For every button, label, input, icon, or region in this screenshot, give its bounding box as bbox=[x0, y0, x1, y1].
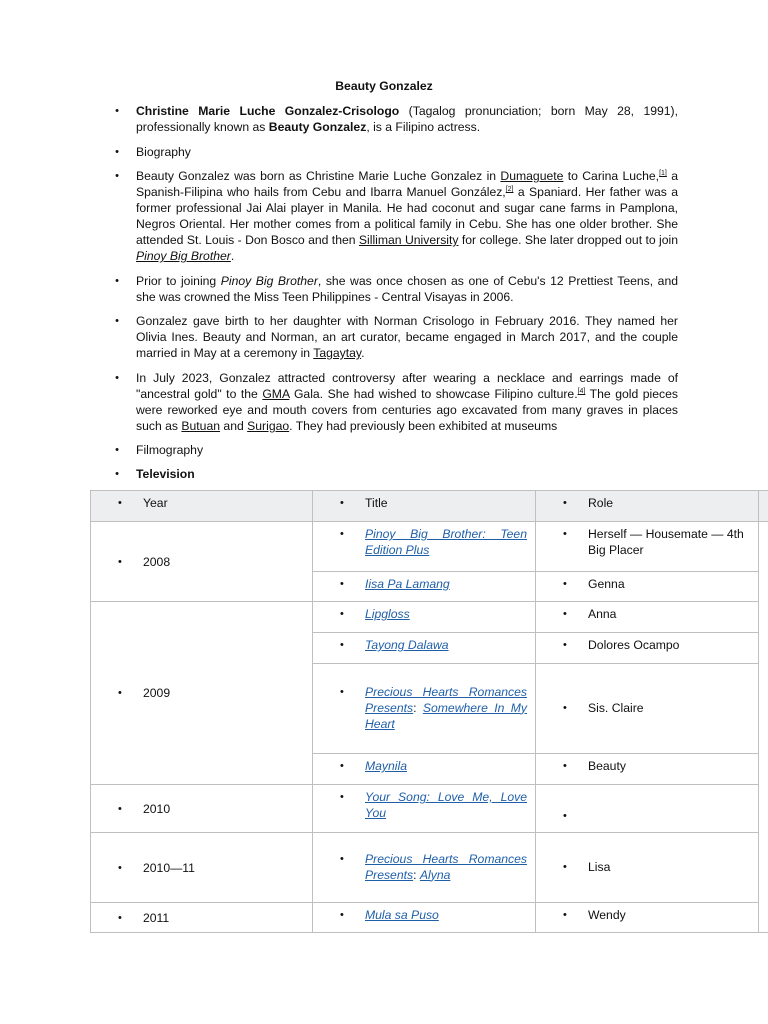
bullet: • bbox=[340, 852, 344, 865]
bullet: • bbox=[340, 909, 344, 921]
year-cell: 2011 bbox=[143, 910, 170, 925]
family-text: Gonzalez gave birth to her daughter with Norman Crisologo in February 2016. They named her Olivia Ines. Beauty and Norman, an art curator, became engaged in March 2017, and the couple married in May at a ceremony in bbox=[136, 314, 678, 360]
role-cell: Beauty bbox=[588, 759, 626, 773]
year-cell: 2009 bbox=[143, 686, 171, 700]
bio-text: a Spaniard. Her father was a former professional Jai Alai player in Manila. He had coconut and sugar cane farms in Pamplona, Negros Oriental. Her mother comes from a political family in Cebu. She has one older brother. She attended St. Louis - Don Bosco and then bbox=[136, 185, 678, 247]
filmography-heading: Filmography bbox=[136, 443, 204, 457]
bullet: • bbox=[563, 639, 567, 651]
title-separator: : bbox=[413, 867, 417, 882]
role-cell: Lisa bbox=[588, 859, 611, 874]
year-cell: 2010—11 bbox=[143, 860, 195, 875]
controversy-paragraph bbox=[136, 370, 678, 434]
controversy-text: Gala. She had wished to showcase Filipino culture. bbox=[289, 387, 578, 401]
header-year: Year bbox=[143, 496, 168, 510]
table-row bbox=[91, 833, 768, 903]
bullet: • bbox=[340, 791, 344, 803]
bullet: • bbox=[563, 701, 567, 714]
controversy-text: . They had previously been exhibited at museums bbox=[289, 419, 558, 433]
family-text: . bbox=[361, 346, 365, 360]
bullet: • bbox=[563, 909, 567, 921]
bullet: • bbox=[118, 911, 122, 924]
title-link[interactable]: Somewhere In My Heart bbox=[365, 700, 528, 731]
reference-link[interactable]: [2] bbox=[505, 185, 514, 193]
title-link[interactable]: Iisa Pa Lamang bbox=[365, 577, 450, 591]
role-cell: Wendy bbox=[588, 908, 626, 922]
table-row bbox=[91, 785, 768, 833]
television-heading: Television bbox=[136, 467, 195, 481]
bullet: • bbox=[563, 608, 567, 620]
title-link[interactable]: Your Song: Love Me, Love You bbox=[365, 790, 527, 820]
title-link[interactable]: Mula sa Puso bbox=[365, 908, 439, 922]
bio-text: for college. She later dropped out to join bbox=[458, 233, 679, 247]
role-cell: Sis. Claire bbox=[588, 700, 644, 715]
television-table bbox=[90, 490, 768, 933]
year-cell: 2008 bbox=[143, 554, 171, 569]
biography-paragraph bbox=[136, 168, 678, 264]
bullet: • bbox=[115, 146, 119, 158]
dumaguete-link[interactable]: Dumaguete bbox=[500, 169, 564, 183]
table-row bbox=[91, 903, 768, 933]
bullet: • bbox=[118, 555, 122, 568]
bullet: • bbox=[340, 639, 344, 651]
prior-text: Prior to joining bbox=[136, 274, 221, 288]
bullet: • bbox=[118, 687, 122, 699]
title-link[interactable]: Maynila bbox=[365, 759, 407, 773]
bullet: • bbox=[115, 275, 119, 287]
full-name: Christine Marie Luche Gonzalez-Crisologo bbox=[136, 104, 400, 118]
bullet: • bbox=[340, 760, 344, 772]
bullet: • bbox=[118, 802, 122, 815]
bio-text: . bbox=[230, 249, 235, 263]
show-name: Pinoy Big Brother bbox=[220, 274, 318, 288]
bullet: • bbox=[340, 528, 344, 540]
role-cell: Dolores Ocampo bbox=[588, 638, 680, 652]
title-link[interactable]: Pinoy Big Brother: Teen Edition Plus bbox=[365, 527, 527, 557]
bullet: • bbox=[563, 528, 567, 540]
controversy-text: and bbox=[220, 419, 248, 433]
bio-text: a Spanish-Filipina who hails from Cebu and Ibarra Manuel González, bbox=[136, 169, 678, 199]
silliman-link[interactable]: Silliman University bbox=[358, 233, 459, 247]
bullet: • bbox=[563, 760, 567, 772]
header-role: Role bbox=[588, 496, 614, 510]
prior-paragraph bbox=[136, 273, 678, 305]
role-cell: Genna bbox=[588, 577, 625, 591]
pbb-link[interactable]: Pinoy Big Brother bbox=[136, 249, 231, 263]
bullet: • bbox=[563, 809, 567, 822]
reference-link[interactable]: [1] bbox=[659, 169, 667, 177]
bullet: • bbox=[118, 861, 122, 874]
bullet: • bbox=[118, 497, 122, 509]
bullet: • bbox=[340, 608, 344, 620]
intro-text-end: , is a Filipino actress. bbox=[366, 120, 481, 134]
bio-text: Beauty Gonzalez was born as Christine Marie Luche Gonzalez in bbox=[136, 169, 501, 183]
bullet: • bbox=[340, 685, 344, 698]
title-link[interactable]: Alyna bbox=[419, 867, 451, 882]
stage-name: Beauty Gonzalez bbox=[268, 120, 367, 134]
table-row bbox=[91, 602, 768, 633]
intro-paragraph bbox=[136, 103, 678, 135]
year-cell: 2010 bbox=[143, 801, 171, 816]
bullet: • bbox=[115, 170, 119, 182]
reference-link[interactable]: [4] bbox=[577, 387, 586, 395]
title-link[interactable]: Precious Hearts Romances Presents bbox=[365, 684, 527, 715]
bullet: • bbox=[563, 860, 567, 873]
family-paragraph bbox=[136, 313, 678, 361]
bullet: • bbox=[115, 105, 119, 117]
bullet: • bbox=[340, 578, 344, 590]
page-title: Beauty Gonzalez bbox=[335, 79, 433, 93]
title-link[interactable]: Precious Hearts Romances Presents bbox=[365, 851, 527, 882]
role-cell: Herself — Housemate — 4th Big Placer bbox=[588, 527, 744, 557]
intro-text: (Tagalog pronunciation; born May 28, 1991), professionally known as bbox=[136, 104, 679, 134]
bullet: • bbox=[115, 444, 119, 456]
bullet: • bbox=[115, 468, 119, 480]
bullet: • bbox=[115, 372, 119, 384]
surigao-link[interactable]: Surigao bbox=[247, 419, 290, 433]
title-link[interactable]: Tayong Dalawa bbox=[365, 638, 449, 652]
bullet: • bbox=[563, 578, 567, 590]
biography-heading: Biography bbox=[136, 145, 191, 159]
tagaytay-link[interactable]: Tagaytay bbox=[313, 346, 362, 360]
controversy-text: The gold pieces were reworked eye and mouth covers from centuries ago excavated from many graves in places such as bbox=[136, 387, 678, 433]
title-separator: : bbox=[413, 700, 417, 715]
bullet: • bbox=[340, 497, 344, 509]
bullet: • bbox=[563, 497, 567, 509]
prior-text: , she was once chosen as one of Cebu's 12 Prettiest Teens, and she was crowned the Miss Teen Philippines - Central Visayas in 2006. bbox=[136, 274, 679, 304]
role-cell: Anna bbox=[588, 607, 617, 621]
table-row bbox=[91, 522, 768, 572]
controversy-text: In July 2023, Gonzalez attracted controversy after wearing a necklace and earrings made of "ancestral gold" to the bbox=[136, 371, 678, 401]
gma-link[interactable]: GMA bbox=[262, 387, 290, 401]
butuan-link[interactable]: Butuan bbox=[181, 419, 221, 433]
header-title: Title bbox=[365, 496, 388, 510]
title-link[interactable]: Lipgloss bbox=[365, 607, 410, 621]
table-header-row bbox=[91, 491, 768, 522]
bullet: • bbox=[115, 315, 119, 327]
bio-text: to Carina Luche, bbox=[563, 169, 660, 183]
